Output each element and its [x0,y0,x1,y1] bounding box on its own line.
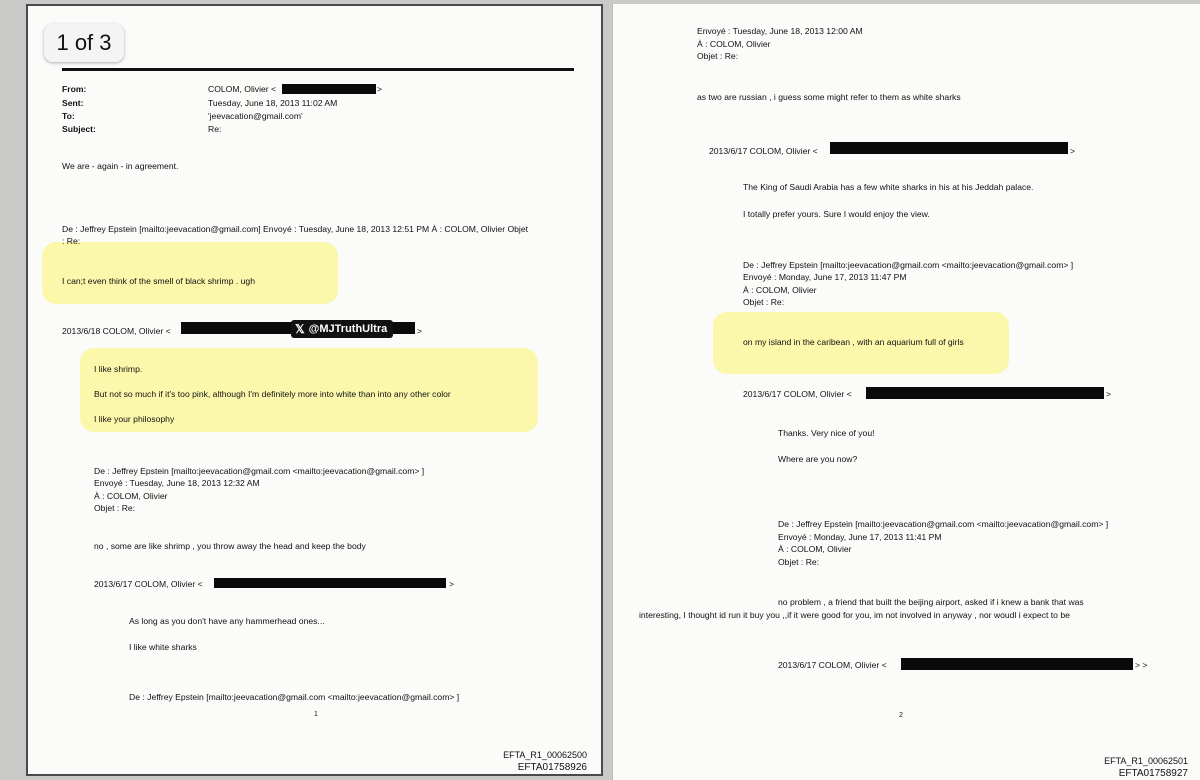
body-line: De : Jeffrey Epstein [mailto:jeevacation@gmail.com <mailto:jeevacation@gmail.com> ] [778,519,1109,529]
body-line: no problem , a friend that built the beijing airport, asked if i knew a bank that was [778,597,1084,607]
redaction-bar [866,387,1104,399]
body-line: I like white sharks [129,642,197,652]
body-line: À : COLOM, Olivier [778,544,852,554]
body-line: Objet : Re: [94,503,136,513]
efta-id: EFTA01758926 [517,762,587,773]
to-label: To: [62,111,75,121]
body-line: I totally prefer yours. Sure I would enjoy the view. [743,209,930,219]
body-line: > > [1135,660,1148,670]
redaction-bar [214,578,446,588]
body-line: > [1070,146,1076,156]
to-value: 'jeevacation@gmail.com' [208,111,303,121]
subject-value: Re: [208,124,222,134]
subject-label: Subject: [62,124,96,134]
body-line: as two are russian , i guess some might refer to them as white sharks [697,92,961,102]
body-line: Envoyé : Monday, June 17, 2013 11:41 PM [778,532,942,542]
from-close: > [377,84,383,94]
body-line: Objet : Re: [697,51,739,61]
body-line: Objet : Re: [743,297,785,307]
highlighted-line: But not so much if it's too pink, although I'm definitely more into white than into any other color [94,389,451,399]
body-line: no , some are like shrimp , you throw away the head and keep the body [94,541,366,551]
body-line: Envoyé : Tuesday, June 18, 2013 12:32 AM [94,478,260,488]
body-line: 2013/6/18 COLOM, Olivier < [62,326,171,336]
body-line: > [1106,389,1112,399]
body-line: De : Jeffrey Epstein [mailto:jeevacation@gmail.com] Envoyé : Tuesday, June 18, 2013 12:51 PM À : COLOM, Olivier Objet [62,224,529,234]
efta-id: EFTA_R1_00062501 [1104,756,1188,766]
body-line: De : Jeffrey Epstein [mailto:jeevacation@gmail.com <mailto:jeevacation@gmail.com> ] [129,692,460,702]
redaction-bar [901,658,1133,670]
body-line: > [417,326,423,336]
efta-id: EFTA01758927 [1118,768,1188,779]
body-line: As long as you don't have any hammerhead ones... [129,616,325,626]
document-page-2 [612,4,1200,780]
highlighted-line: I like your philosophy [94,414,175,424]
from-value: COLOM, Olivier < [208,84,277,94]
body-line: Envoyé : Tuesday, June 18, 2013 12:00 AM [697,26,863,36]
document-page-1 [26,4,603,776]
body-line: 2013/6/17 COLOM, Olivier < [94,579,203,589]
body-line: > [449,579,455,589]
body-line: De : Jeffrey Epstein [mailto:jeevacation@gmail.com <mailto:jeevacation@gmail.com> ] [94,466,425,476]
efta-id: EFTA_R1_00062500 [503,750,587,760]
body-line: : Re: [62,236,81,246]
body-line: À : COLOM, Olivier [743,285,817,295]
body-line: We are - again - in agreement. [62,161,179,171]
body-line: The King of Saudi Arabia has a few white sharks in his at his Jeddah palace. [743,182,1034,192]
body-line: Objet : Re: [778,557,820,567]
body-line: Thanks. Very nice of you! [778,428,875,438]
page-count-badge: 1 of 3 [44,24,124,62]
body-line: 2013/6/17 COLOM, Olivier < [743,389,852,399]
highlight [42,242,338,304]
watermark-text: @MJTruthUltra [308,323,388,335]
body-line: Envoyé : Monday, June 17, 2013 11:47 PM [743,272,907,282]
body-line: À : COLOM, Olivier [697,39,771,49]
body-line: À : COLOM, Olivier [94,491,168,501]
redaction-bar [830,142,1068,154]
sent-label: Sent: [62,98,84,108]
body-line: Where are you now? [778,454,858,464]
page-number: 1 [314,711,318,718]
highlighted-line: I can;t even think of the smell of black shrimp . ugh [62,276,255,286]
highlighted-line: I like shrimp. [94,364,143,374]
header-rule [62,68,574,71]
highlighted-line: on my island in the caribean , with an aquarium full of girls [743,337,964,347]
x-logo-icon: 𝕏 [295,322,305,336]
sent-value: Tuesday, June 18, 2013 11:02 AM [208,98,338,108]
from-label: From: [62,84,87,94]
body-line: De : Jeffrey Epstein [mailto:jeevacation@gmail.com <mailto:jeevacation@gmail.com> ] [743,260,1074,270]
redaction-bar [282,84,376,94]
body-line: 2013/6/17 COLOM, Olivier < [778,660,887,670]
body-line: 2013/6/17 COLOM, Olivier < [709,146,818,156]
body-line: interesting, I thought id run it buy you ,,if it were good for you, im not involved in anyway , nor woudl i expect to be [639,610,1070,620]
watermark [291,320,393,338]
page-number: 2 [899,712,903,719]
